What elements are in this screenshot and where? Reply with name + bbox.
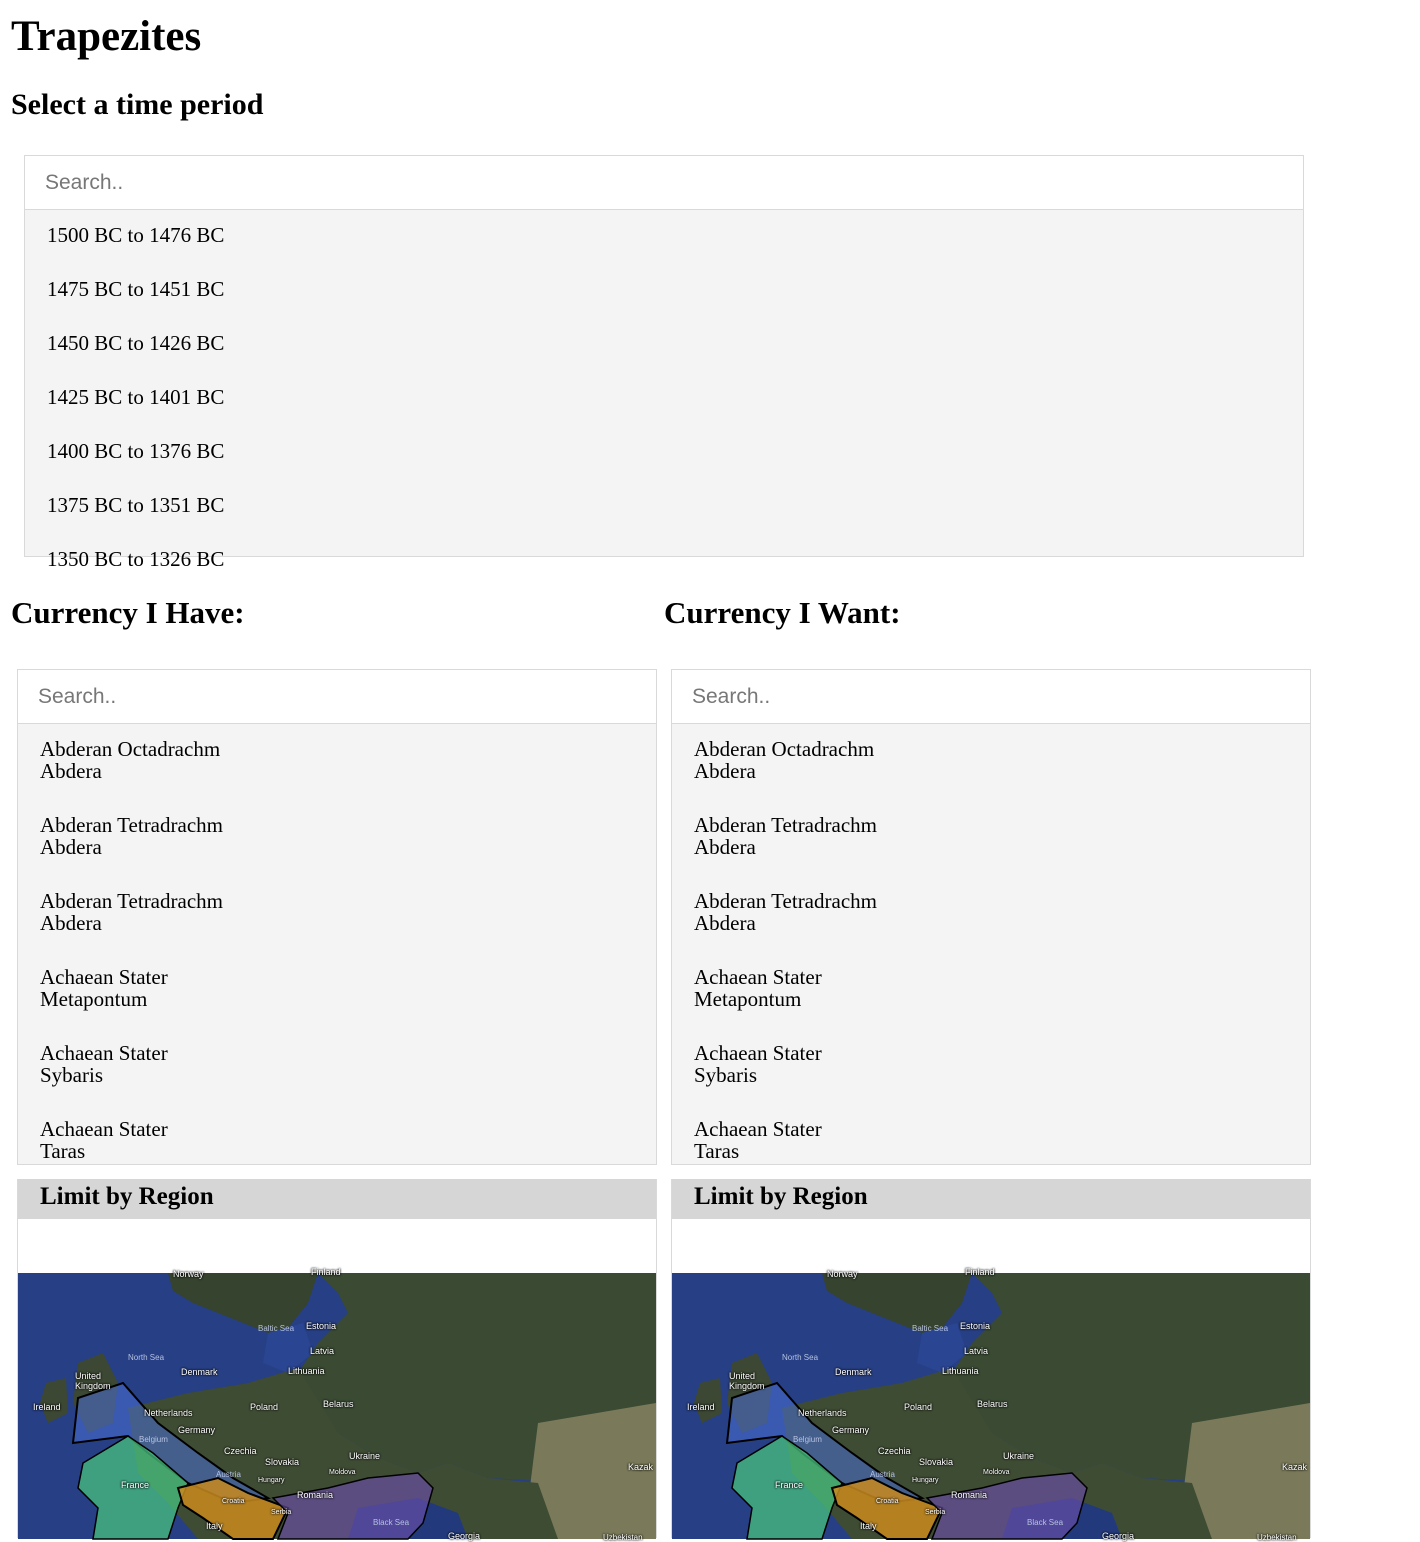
time-period-option[interactable]: 1475 BC to 1451 BC: [47, 277, 225, 301]
map-label: Lithuania: [942, 1366, 979, 1376]
map-label: Netherlands: [798, 1408, 847, 1418]
map-label: Serbia: [271, 1509, 292, 1516]
map-label: Black Sea: [1027, 1518, 1064, 1527]
coin-name: Achaean Stater: [694, 965, 822, 989]
currency-want-heading: Currency I Want:: [664, 595, 901, 630]
limit-by-region-toggle[interactable]: Limit by Region: [672, 1179, 1310, 1219]
map-label: Netherlands: [144, 1408, 193, 1418]
region-map[interactable]: [18, 1267, 656, 1542]
currency-want-search-input[interactable]: [672, 670, 1310, 724]
map-label: Ireland: [33, 1402, 61, 1412]
time-period-picker: [24, 155, 1304, 571]
map-label: Estonia: [960, 1321, 991, 1331]
coin-name: Abderan Octadrachm: [40, 737, 221, 761]
map-label: Romania: [297, 1490, 334, 1500]
currency-want-list[interactable]: [672, 724, 1310, 1180]
coin-place: Abdera: [694, 835, 756, 859]
currency-option[interactable]: [18, 952, 656, 1028]
map-label: Georgia: [448, 1531, 481, 1541]
map-label: Denmark: [181, 1367, 218, 1377]
coin-name: Abderan Octadrachm: [694, 737, 875, 761]
map-label: United Kingdom: [75, 1371, 111, 1391]
map-label: Germany: [178, 1425, 216, 1435]
coin-name: Achaean Stater: [40, 965, 168, 989]
time-period-option[interactable]: 1425 BC to 1401 BC: [47, 385, 225, 409]
map-label: Czechia: [224, 1446, 257, 1456]
map-label: Latvia: [964, 1346, 989, 1356]
time-period-option[interactable]: 1350 BC to 1326 BC: [47, 547, 225, 571]
app-title: Trapezites: [11, 13, 202, 60]
coin-place: Abdera: [40, 759, 102, 783]
map-label: Lithuania: [288, 1366, 325, 1376]
region-map[interactable]: [672, 1267, 1310, 1542]
time-period-search-input[interactable]: [25, 156, 1303, 210]
map-label: Georgia: [1102, 1531, 1135, 1541]
map-label: Finland: [311, 1267, 341, 1277]
currency-option[interactable]: [672, 1104, 1310, 1180]
coin-name: Achaean Stater: [40, 1041, 168, 1065]
map-label: United Kingdom: [729, 1371, 765, 1391]
time-period-option[interactable]: 1500 BC to 1476 BC: [47, 223, 225, 247]
map-label: Belarus: [323, 1399, 354, 1409]
currency-option[interactable]: [672, 1028, 1310, 1104]
coin-place: Metapontum: [40, 987, 148, 1011]
currency-option[interactable]: [672, 876, 1310, 952]
map-label: Kazak: [1282, 1462, 1308, 1472]
map-label: Estonia: [306, 1321, 337, 1331]
map-label: Ukraine: [1003, 1451, 1035, 1461]
currency-option[interactable]: [18, 800, 656, 876]
coin-name: Abderan Tetradrachm: [694, 813, 877, 837]
region-spacer: [672, 1219, 1310, 1273]
map-label: Germany: [832, 1425, 870, 1435]
map-label: Austria: [870, 1470, 895, 1479]
time-period-option[interactable]: 1450 BC to 1426 BC: [47, 331, 225, 355]
coin-name: Abderan Tetradrachm: [40, 889, 223, 913]
map-label: North Sea: [782, 1353, 819, 1362]
map-label: Uzbekistan: [1257, 1533, 1297, 1542]
time-period-option[interactable]: 1400 BC to 1376 BC: [47, 439, 225, 463]
map-label: Uzbekistan: [603, 1533, 643, 1542]
currency-want-picker: [671, 669, 1311, 1165]
coin-name: Abderan Tetradrachm: [40, 813, 223, 837]
map-label: Baltic Sea: [258, 1324, 295, 1333]
map-label: North Sea: [128, 1353, 165, 1362]
currency-have-search-input[interactable]: [18, 670, 656, 724]
map-label: Hungary: [912, 1477, 939, 1484]
map-label: Slovakia: [265, 1457, 300, 1467]
map-label: Latvia: [310, 1346, 335, 1356]
map-label: France: [775, 1480, 804, 1490]
map-label: Hungary: [258, 1477, 285, 1484]
coin-name: Achaean Stater: [40, 1117, 168, 1141]
map-label: Finland: [965, 1267, 995, 1277]
coin-place: Abdera: [694, 759, 756, 783]
currency-have-region-panel: [17, 1179, 657, 1542]
currency-have-heading: Currency I Have:: [11, 595, 245, 630]
limit-by-region-toggle[interactable]: Limit by Region: [18, 1179, 656, 1219]
map-label: Ireland: [687, 1402, 715, 1412]
map-label: Norway: [827, 1269, 858, 1279]
coin-name: Achaean Stater: [694, 1117, 822, 1141]
map-label: Belgium: [793, 1435, 822, 1444]
map-label: Italy: [860, 1521, 877, 1531]
map-label: Slovakia: [919, 1457, 954, 1467]
map-label: Denmark: [835, 1367, 872, 1377]
currency-option[interactable]: [18, 724, 656, 800]
map-label: Moldova: [983, 1469, 1010, 1476]
currency-have-picker: [17, 669, 657, 1165]
coin-place: Sybaris: [40, 1063, 103, 1087]
map-label: Ukraine: [349, 1451, 381, 1461]
coin-place: Abdera: [694, 911, 756, 935]
map-label: Czechia: [878, 1446, 911, 1456]
map-label: Serbia: [925, 1509, 946, 1516]
coin-name: Abderan Tetradrachm: [694, 889, 877, 913]
coin-place: Metapontum: [694, 987, 802, 1011]
map-label: Croatia: [876, 1498, 899, 1505]
map-label: France: [121, 1480, 150, 1490]
map-label: Poland: [904, 1402, 933, 1412]
map-label: Romania: [951, 1490, 988, 1500]
currency-option[interactable]: [18, 1028, 656, 1104]
time-period-list[interactable]: [25, 210, 1303, 588]
coin-place: Taras: [40, 1139, 86, 1163]
currency-option[interactable]: [672, 800, 1310, 876]
currency-option[interactable]: [18, 1104, 656, 1180]
coin-place: Abdera: [40, 835, 102, 859]
map-label: Moldova: [329, 1469, 356, 1476]
currency-want-region-panel: [671, 1179, 1311, 1542]
currency-option[interactable]: [672, 952, 1310, 1028]
map-label: Kazak: [628, 1462, 654, 1472]
map-label: Norway: [173, 1269, 204, 1279]
region-spacer: [18, 1219, 656, 1273]
coin-place: Abdera: [40, 911, 102, 935]
map-label: Croatia: [222, 1498, 245, 1505]
map-label: Italy: [206, 1521, 223, 1531]
map-label: Belgium: [139, 1435, 168, 1444]
coin-place: Sybaris: [694, 1063, 757, 1087]
map-label: Baltic Sea: [912, 1324, 949, 1333]
currency-option[interactable]: [18, 876, 656, 952]
time-period-option[interactable]: 1375 BC to 1351 BC: [47, 493, 225, 517]
coin-place: Taras: [694, 1139, 740, 1163]
map-label: Black Sea: [373, 1518, 410, 1527]
map-label: Poland: [250, 1402, 279, 1412]
coin-name: Achaean Stater: [694, 1041, 822, 1065]
map-label: Belarus: [977, 1399, 1008, 1409]
currency-have-list[interactable]: [18, 724, 656, 1180]
map-label: Austria: [216, 1470, 241, 1479]
currency-option[interactable]: [672, 724, 1310, 800]
time-period-heading: Select a time period: [11, 88, 264, 121]
